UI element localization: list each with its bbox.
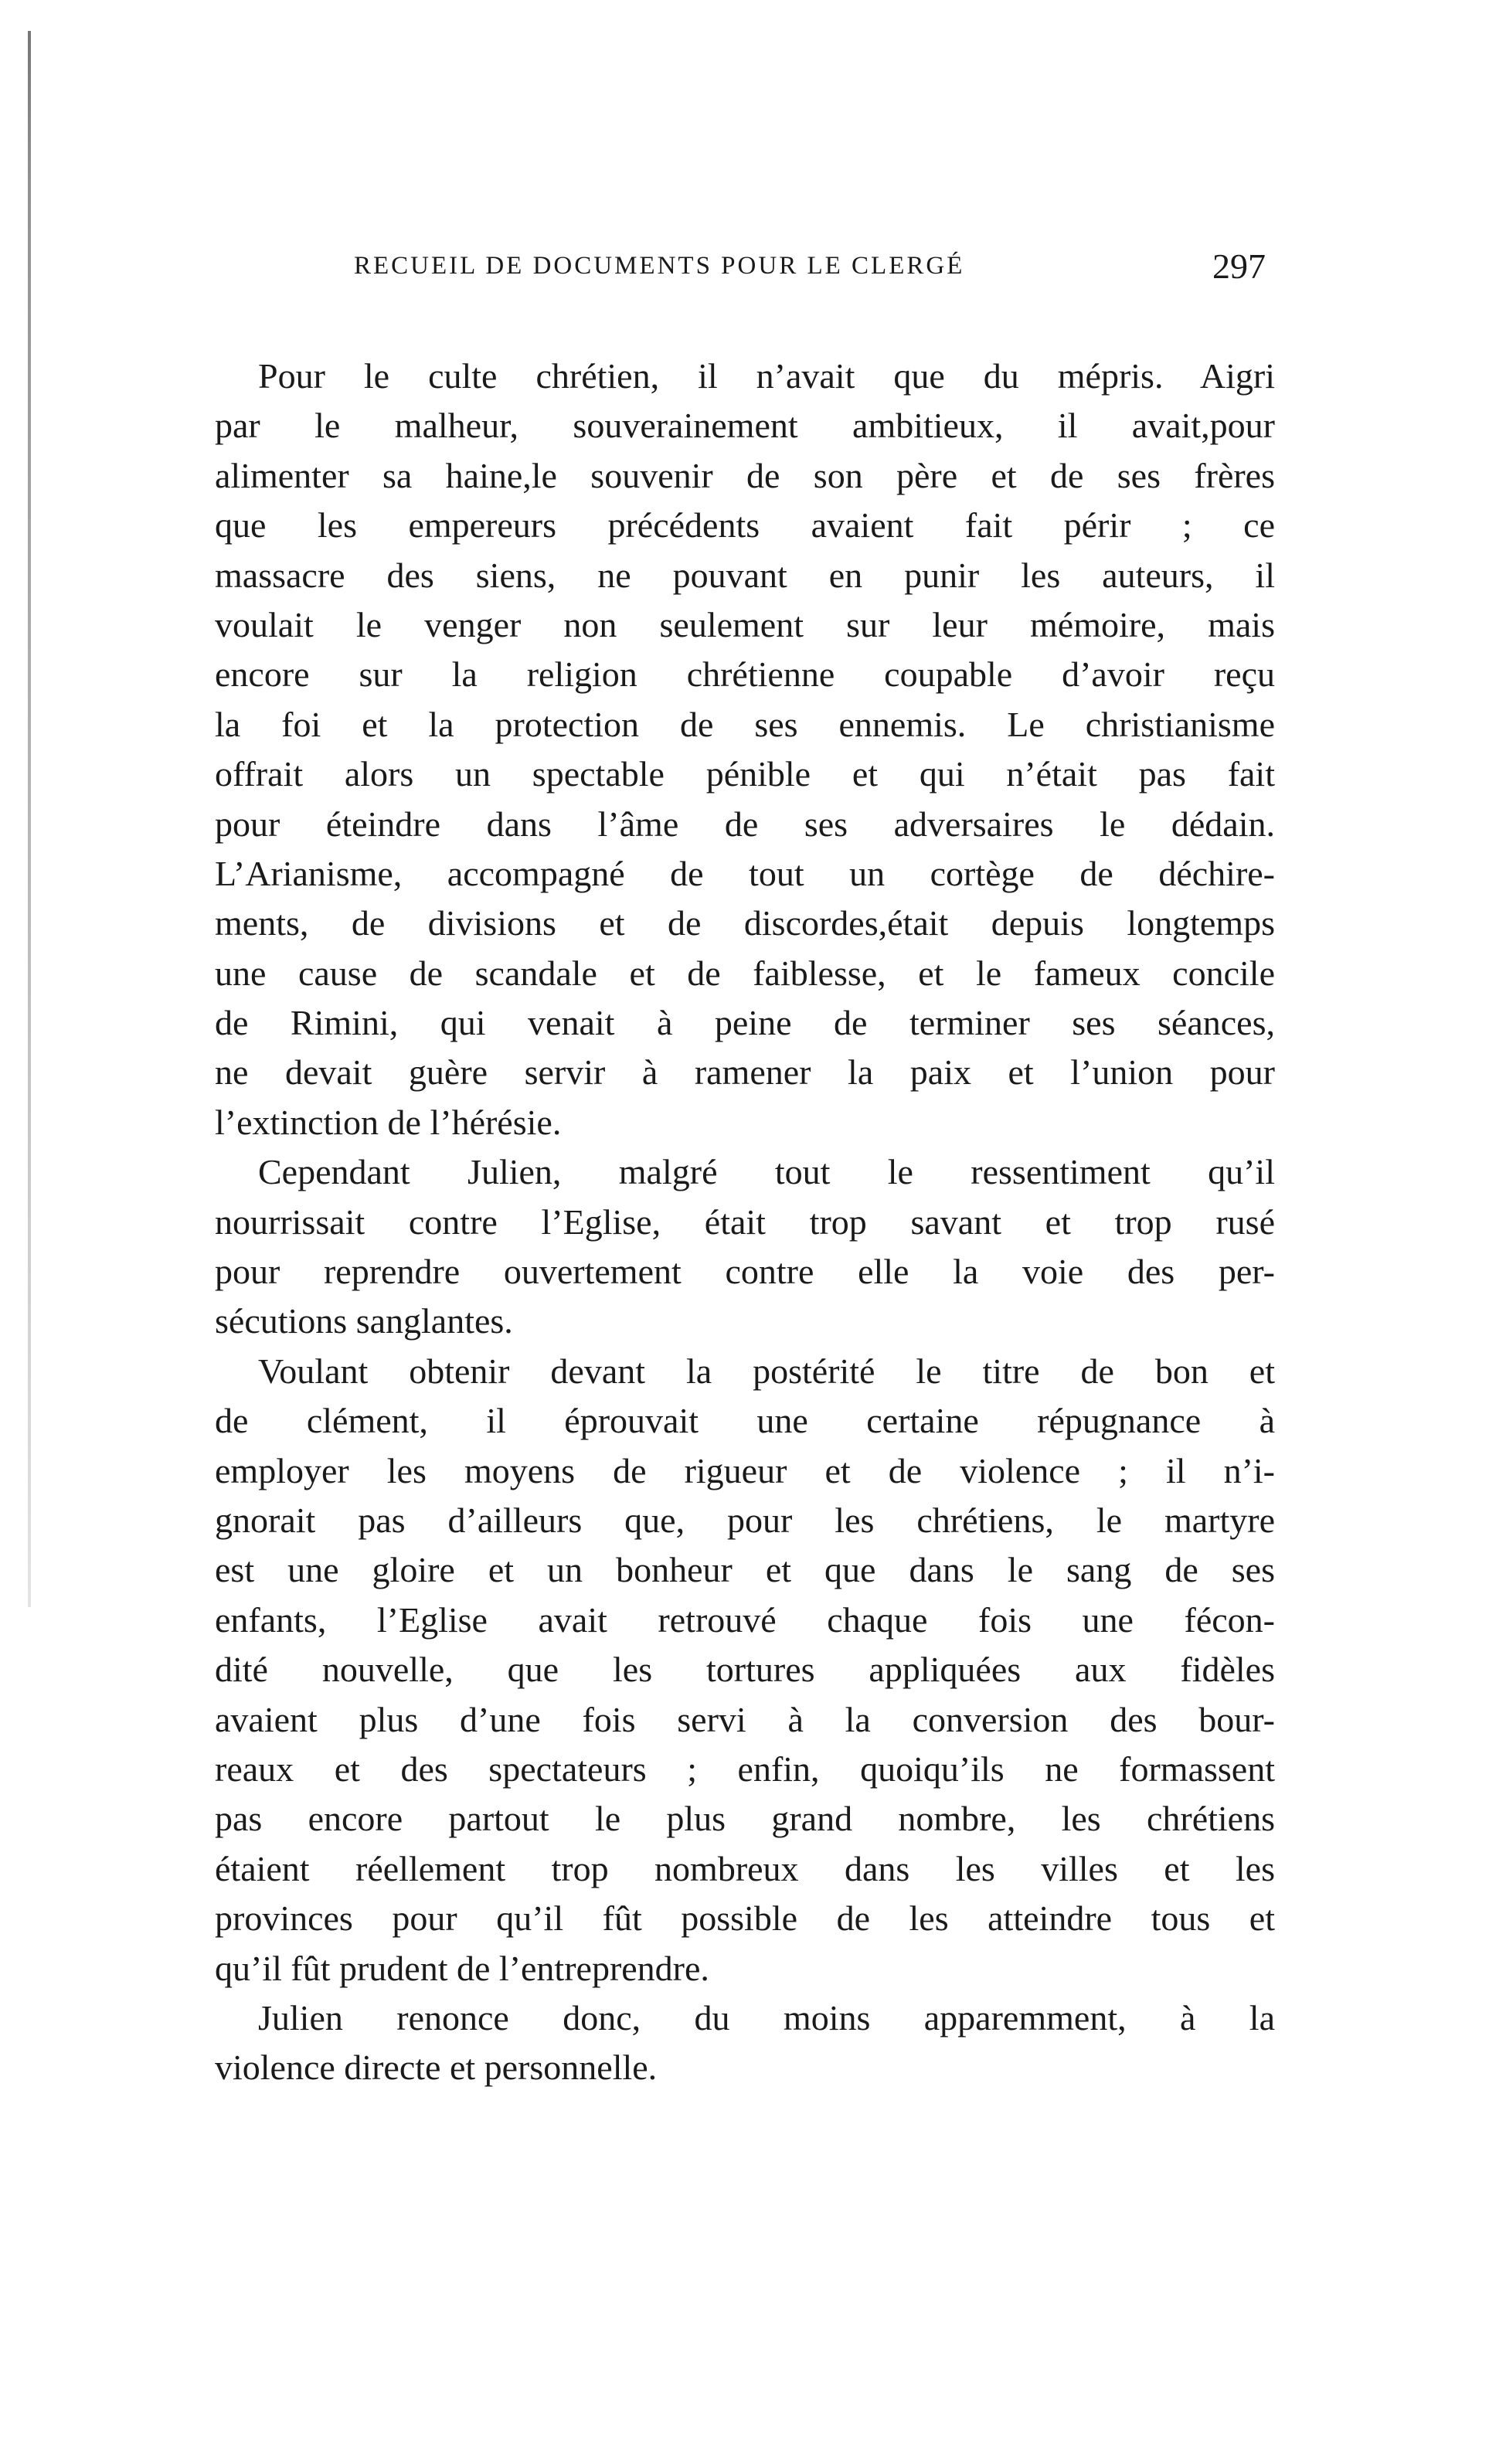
text-line: L’Arianisme, accompagné de tout un cortège de déchire- xyxy=(215,853,1275,893)
text-line: de clément, il éprouvait une certaine répugnance à xyxy=(215,1401,1275,1441)
text-line: Julien renonce donc, du moins apparemment, à la xyxy=(258,1997,1275,2037)
paragraph xyxy=(215,1147,1275,1347)
text-line: pour reprendre ouvertement contre elle la voie des per- xyxy=(215,1252,1275,1292)
text-line: de Rimini, qui venait à peine de terminer ses séances, xyxy=(215,1003,1275,1043)
text-line: est une gloire et un bonheur et que dans le sang de ses xyxy=(215,1550,1275,1590)
text-line: offrait alors un spectable pénible et qui n’était pas fait xyxy=(215,754,1275,794)
text-line: étaient réellement trop nombreux dans les villes et les xyxy=(215,1848,1275,1888)
text-line: par le malheur, souverainement ambitieux, il avait,pour xyxy=(215,406,1275,446)
text-line: la foi et la protection de ses ennemis. Le christianisme xyxy=(215,704,1275,744)
binding-edge xyxy=(28,31,31,1607)
running-title: RECUEIL DE DOCUMENTS POUR LE CLERGÉ xyxy=(354,252,965,280)
page-number: 297 xyxy=(1212,246,1266,286)
text-line: provinces pour qu’il fût possible de les atteindre tous et xyxy=(215,1898,1275,1939)
text-line: Cependant Julien, malgré tout le ressentiment qu’il xyxy=(258,1152,1275,1192)
text-line: sécutions sanglantes. xyxy=(215,1301,513,1341)
body-text xyxy=(215,352,1275,2093)
text-line: alimenter sa haine,le souvenir de son père et de ses frères xyxy=(215,455,1275,495)
text-line: reaux et des spectateurs ; enfin, quoiqu’ils ne formassent xyxy=(215,1749,1275,1789)
text-line: ne devait guère servir à ramener la paix et l’union pour xyxy=(215,1052,1275,1093)
text-line: nourrissait contre l’Eglise, était trop savant et trop rusé xyxy=(215,1201,1275,1242)
paragraph xyxy=(215,352,1275,1147)
text-line: dité nouvelle, que les tortures appliquées aux fidèles xyxy=(215,1650,1275,1690)
text-line: violence directe et personnelle. xyxy=(215,2048,658,2088)
paragraph xyxy=(215,1993,1275,2093)
text-line: ments, de divisions et de discordes,était depuis longtemps xyxy=(215,903,1275,943)
text-line: pour éteindre dans l’âme de ses adversaires le dédain. xyxy=(215,804,1275,844)
text-line: une cause de scandale et de faiblesse, et le fameux concile xyxy=(215,953,1275,993)
text-line: massacre des siens, ne pouvant en punir les auteurs, il xyxy=(215,555,1275,595)
text-line: l’extinction de l’hérésie. xyxy=(215,1102,562,1142)
text-line: encore sur la religion chrétienne coupable d’avoir reçu xyxy=(215,654,1275,695)
text-line: gnorait pas d’ailleurs que, pour les chrétiens, le martyre xyxy=(215,1500,1275,1540)
paragraph xyxy=(215,1347,1275,1993)
text-line: Pour le culte chrétien, il n’avait que du mépris. Aigri xyxy=(258,356,1275,396)
text-line: que les empereurs précédents avaient fait périr ; ce xyxy=(215,505,1275,545)
text-line: Voulant obtenir devant la postérité le titre de bon et xyxy=(258,1351,1275,1391)
text-line: enfants, l’Eglise avait retrouvé chaque fois une fécon- xyxy=(215,1599,1275,1640)
text-line: qu’il fût prudent de l’entreprendre. xyxy=(215,1948,709,1988)
text-line: avaient plus d’une fois servi à la conversion des bour- xyxy=(215,1699,1275,1739)
text-line: pas encore partout le plus grand nombre, les chrétiens xyxy=(215,1799,1275,1839)
text-line: voulait le venger non seulement sur leur mémoire, mais xyxy=(215,604,1275,644)
running-head xyxy=(354,246,1266,292)
text-line: employer les moyens de rigueur et de violence ; il n’i- xyxy=(215,1450,1275,1490)
